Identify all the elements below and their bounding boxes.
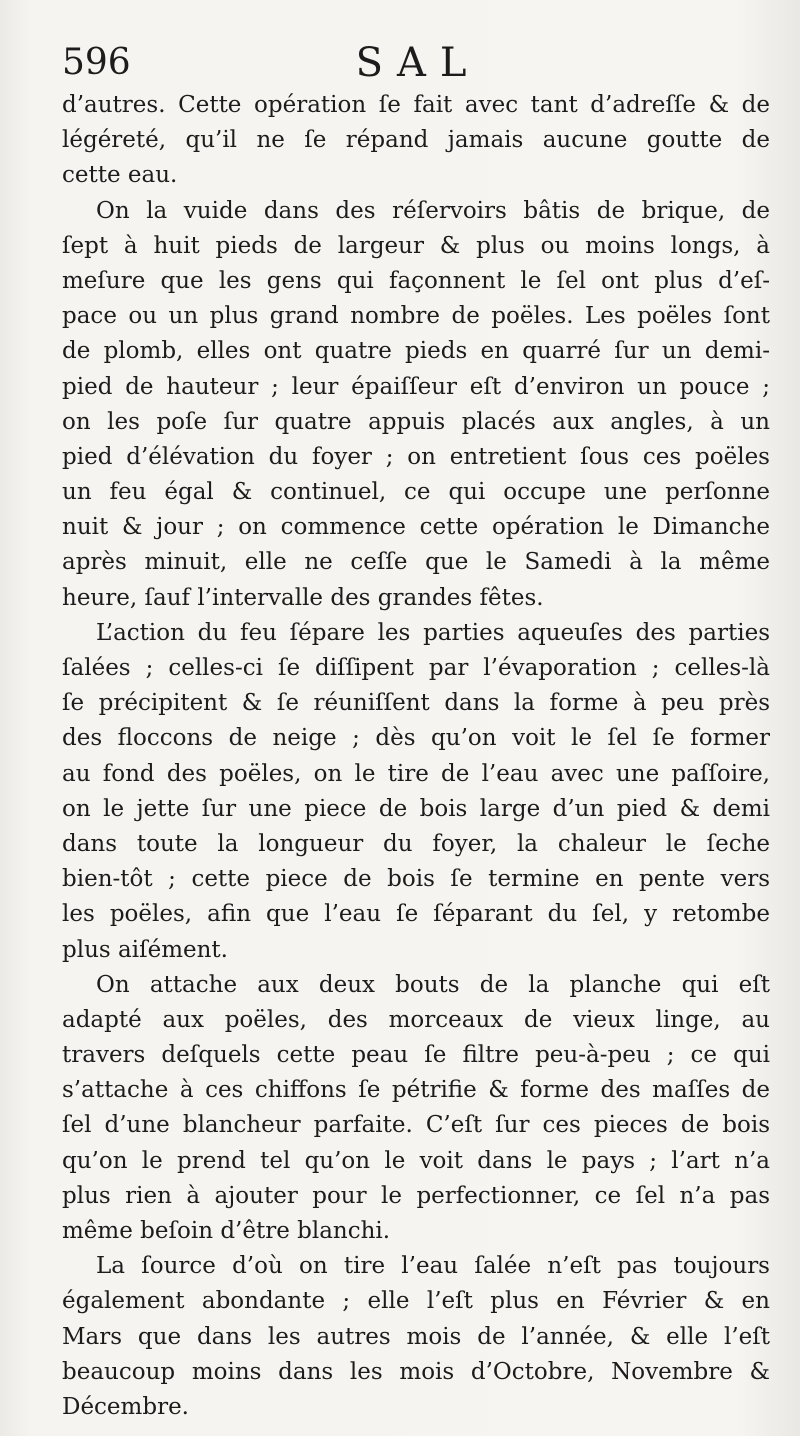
text-line: après minuit, elle ne ceſſe que le Samedi à la même <box>62 549 770 576</box>
text-line: travers deſquels cette peau ſe filtre peu-à-peu ; ce qui <box>62 1042 770 1069</box>
page-header <box>62 38 774 88</box>
text-line: on le jette ſur une piece de bois large d’un pied & demi <box>62 795 770 822</box>
text-line: d’autres. Cette opération ſe fait avec tant d’adreſſe & de <box>62 92 770 118</box>
text-line: pace ou un plus grand nombre de poëles. Les poëles ſont <box>62 303 770 330</box>
text-line: les poëles, afin que l’eau ſe ſéparant du ſel, y retombe <box>62 901 770 928</box>
text-line: qu’on le prend tel qu’on le voit dans le pays ; l’art n’a <box>62 1147 770 1174</box>
page-number: 596 <box>62 42 131 83</box>
text-line: au fond des poëles, on le tire de l’eau avec une paſſoire, <box>62 760 770 787</box>
text-line: plus aiſément. <box>62 936 228 963</box>
text-line: heure, ſauf l’intervalle des grandes fêtes. <box>62 584 544 611</box>
text-line: plus rien à ajouter pour le perfectionner, ce ſel n’a pas <box>62 1182 770 1209</box>
text-line: adapté aux poëles, des morceaux de vieux linge, au <box>62 1006 770 1033</box>
text-line: même beſoin d’être blanchi. <box>62 1218 391 1244</box>
text-line: ſe précipitent & ſe réuniſſent dans la forme à peu près <box>62 690 770 717</box>
text-line: s’attache à ces chiffons ſe pétrifie & forme des maſſes de <box>62 1077 770 1104</box>
text-line: on les poſe ſur quatre appuis placés aux angles, à un <box>62 408 770 435</box>
paragraph-first-line: L’action du feu ſépare les parties aqueuſes des parties <box>96 619 770 646</box>
text-line: pied de hauteur ; leur épaiſſeur eſt d’environ un pouce ; <box>62 373 770 400</box>
text-line: pied d’élévation du foyer ; on entretient ſous ces poëles <box>62 443 770 470</box>
text-line: cette eau. <box>62 162 178 189</box>
text-line: ſalées ; celles-ci ſe diſſipent par l’évaporation ; celles-là <box>62 655 770 681</box>
text-line: également abondante ; elle l’eſt plus en Février & en <box>62 1288 770 1315</box>
text-line: Décembre. <box>62 1393 189 1420</box>
text-line: légéreté, qu’il ne ſe répand jamais aucune goutte de <box>62 127 770 154</box>
text-line: beaucoup moins dans les mois d’Octobre, Novembre & <box>62 1358 770 1385</box>
paragraph-first-line: On la vuide dans des réſervoirs bâtis de brique, de <box>96 197 770 224</box>
text-line: un feu égal & continuel, ce qui occupe une perſonne <box>62 479 770 506</box>
text-line: meſure que les gens qui façonnent le ſel ont plus d’eſ- <box>62 267 770 294</box>
text-line: nuit & jour ; on commence cette opération le Dimanche <box>62 514 770 541</box>
text-line: Mars que dans les autres mois de l’année, & elle l’eſt <box>62 1323 770 1350</box>
paragraph-first-line: La ſource d’où on tire l’eau ſalée n’eſt pas toujours <box>96 1253 770 1280</box>
running-head: SAL <box>355 40 481 86</box>
text-line: dans toute la longueur du foyer, la chaleur le ſeche <box>62 830 770 857</box>
text-line: des floccons de neige ; dès qu’on voit le ſel ſe former <box>62 725 770 752</box>
text-line: de plomb, elles ont quatre pieds en quarré ſur un demi- <box>62 338 770 365</box>
text-line: bien-tôt ; cette piece de bois ſe termine en pente vers <box>62 866 770 893</box>
body-text <box>62 88 770 1425</box>
paragraph-first-line: On attache aux deux bouts de la planche qui eſt <box>96 971 770 998</box>
text-line: ſel d’une blancheur parfaite. C’eſt ſur ces pieces de bois <box>62 1112 770 1139</box>
text-line: ſept à huit pieds de largeur & plus ou moins longs, à <box>62 232 770 259</box>
